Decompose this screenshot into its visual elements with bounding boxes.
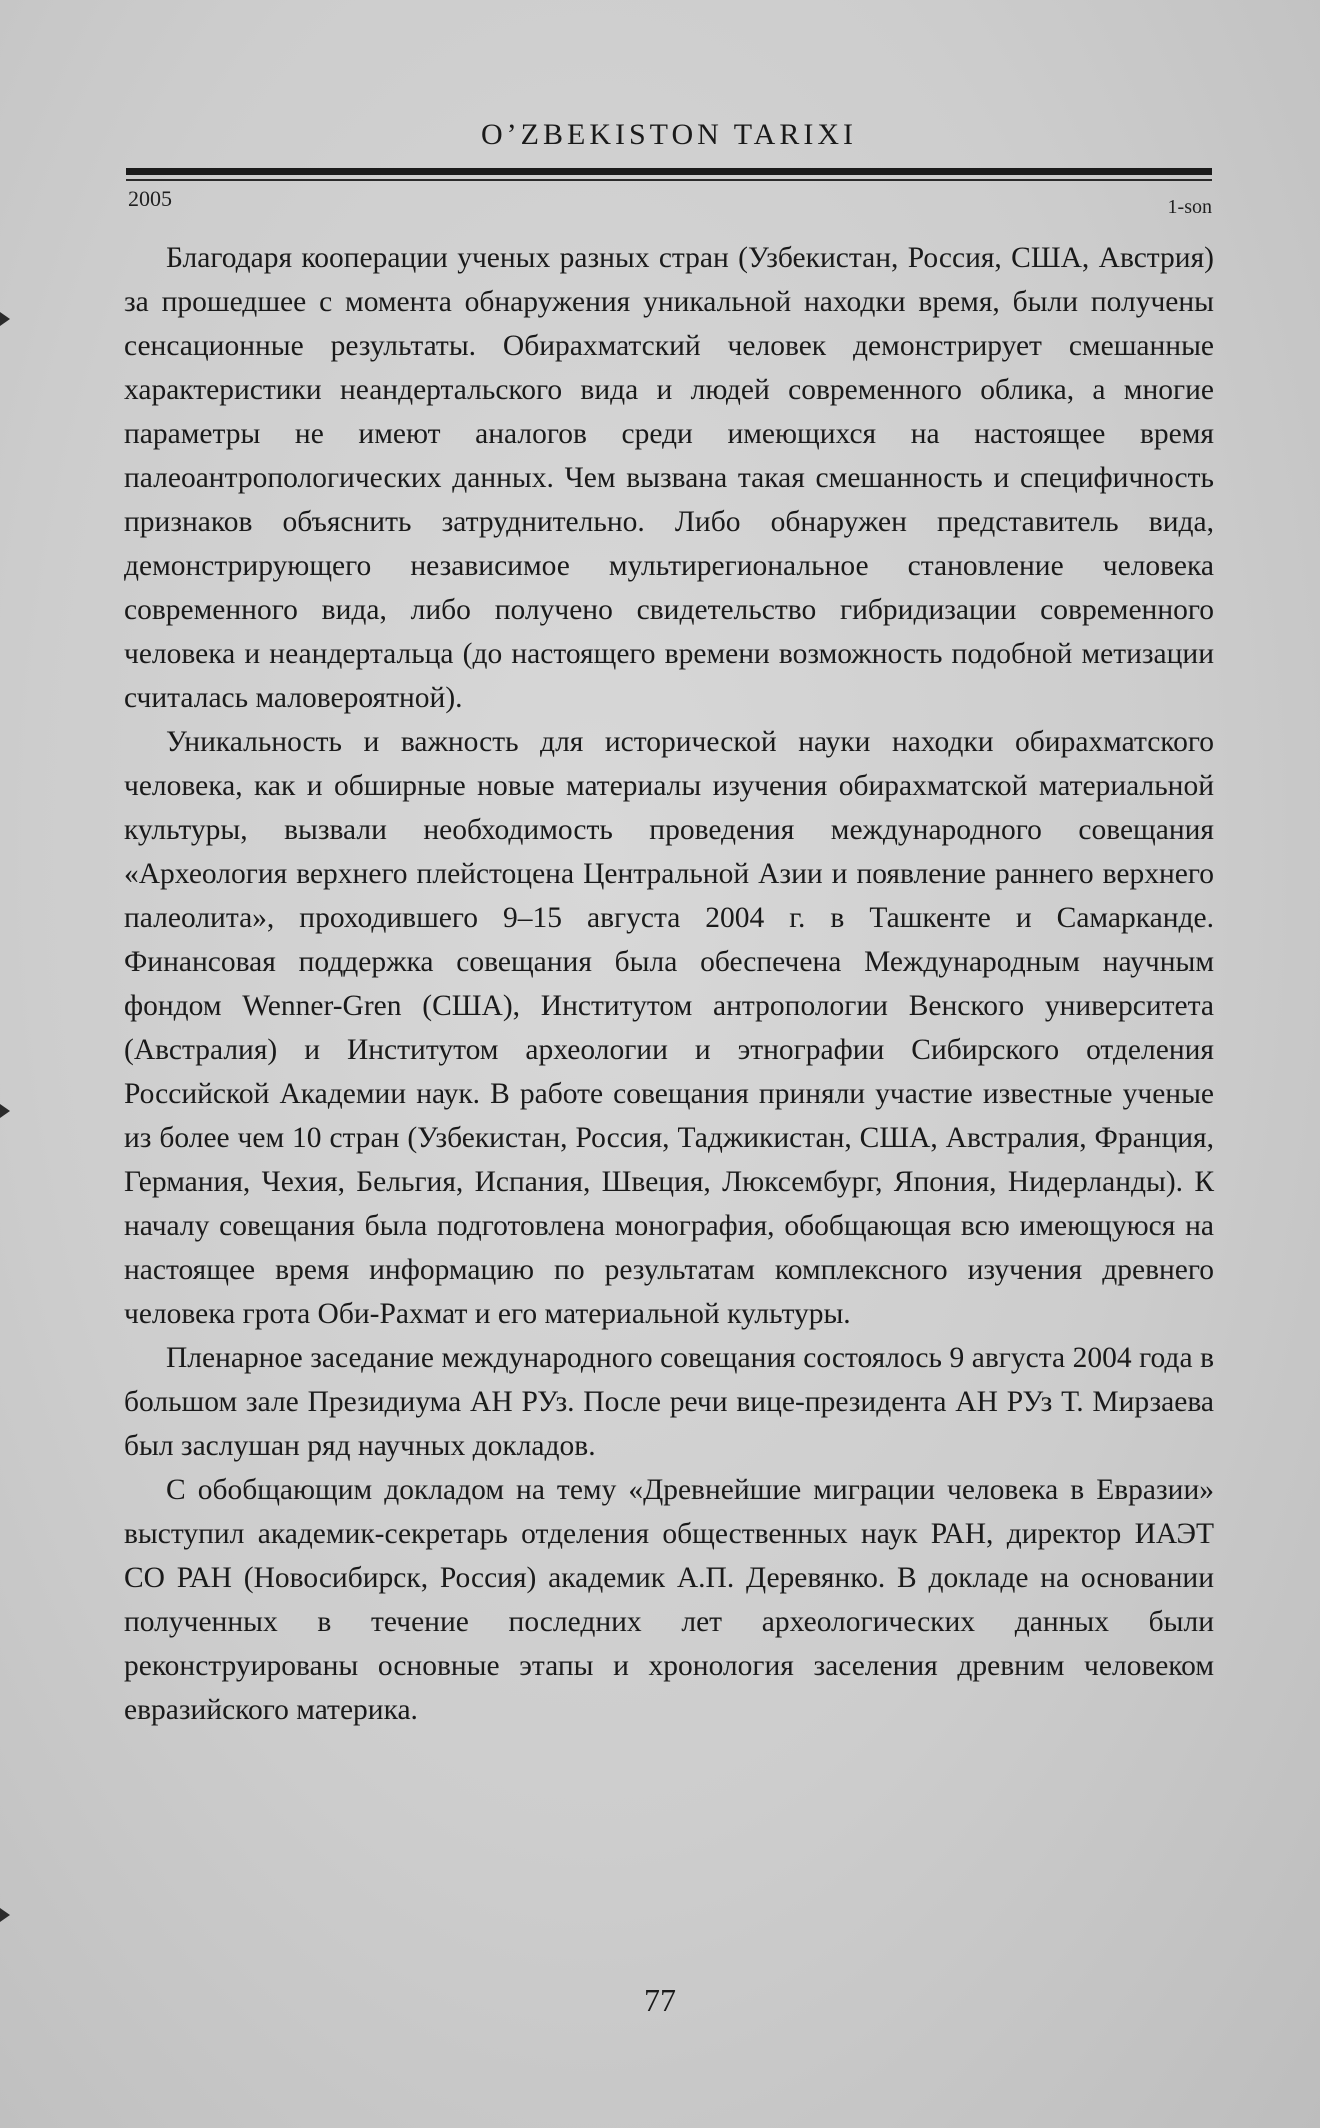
journal-title: O’ZBEKISTON TARIXI xyxy=(481,118,857,151)
paragraph: Пленарное заседание международного совещания состоялось 9 августа 2004 года в большом зале Президиума АН РУз. После речи вице-президента АН РУз Т. Мирзаева был заслушан ряд научных докладов. xyxy=(124,1342,1214,1462)
paragraph: С обобщающим докладом на тему «Древнейшие миграции человека в Евразии» выступил академик-секретарь отделения общественных наук РАН, директор ИАЭТ СО РАН (Новосибирск, Россия) академик А.П. Деревянко. В докладе на основании полученных в течение последних лет археологических данных были реконструированы основные этапы и хронология заселения древним человеком евразийского материка. xyxy=(124,1474,1214,1726)
article-body xyxy=(124,236,1214,1732)
binding-hole-mark xyxy=(0,1104,10,1118)
header-rule-thick xyxy=(126,168,1212,175)
binding-hole-mark xyxy=(0,312,10,326)
page-number: 77 xyxy=(644,1982,676,2018)
paragraph: Уникальность и важность для исторической науки находки обирахматского человека, как и обширные новые материалы изучения обирахматской материальной культуры, вызвали необходимость проведения международного совещания «Археология верхнего плейстоцена Центральной Азии и появление раннего верхнего палеолита», проходившего 9–15 августа 2004 г. в Ташкенте и Самарканде. Финансовая поддержка совещания была обеспечена Международным научным фондом Wenner-Gren (США), Институтом антропологии Венского университета (Австралия) и Институтом археологии и этнографии Сибирского отделения Российской Академии наук. В работе совещания приняли участие известные ученые из более чем 10 стран (Узбекистан, Россия, Таджикистан, США, Австралия, Франция, Германия, Чехия, Бельгия, Испания, Швеция, Люксембург, Япония, Нидерланды). К началу совещания была подготовлена монография, обобщающая всю имеющуюся на настоящее время информацию по результатам комплексного изучения древнего человека грота Оби-Рахмат и его материальной культуры. xyxy=(124,726,1214,1330)
binding-hole-mark xyxy=(0,1908,10,1922)
publication-year: 2005 xyxy=(128,186,172,211)
issue-number: 1-son xyxy=(1167,196,1212,218)
header-rule-thin xyxy=(126,179,1212,181)
paragraph: Благодаря кооперации ученых разных стран (Узбекистан, Россия, США, Австрия) за прошедшее с момента обнаружения уникальной находки время, были получены сенсационные результаты. Обирахматский человек демонстрирует смешанные характеристики неандертальского вида и людей современного облика, а многие параметры не имеют аналогов среди имеющихся на настоящее время палеоантропологических данных. Чем вызвана такая смешанность и специфичность признаков объяснить затруднительно. Либо обнаружен представитель вида, демонстрирующего независимое мультирегиональное становление человека современного вида, либо получено свидетельство гибридизации современного человека и неандертальца (до настоящего времени возможность подобной метизации считалась маловероятной). xyxy=(124,242,1214,714)
